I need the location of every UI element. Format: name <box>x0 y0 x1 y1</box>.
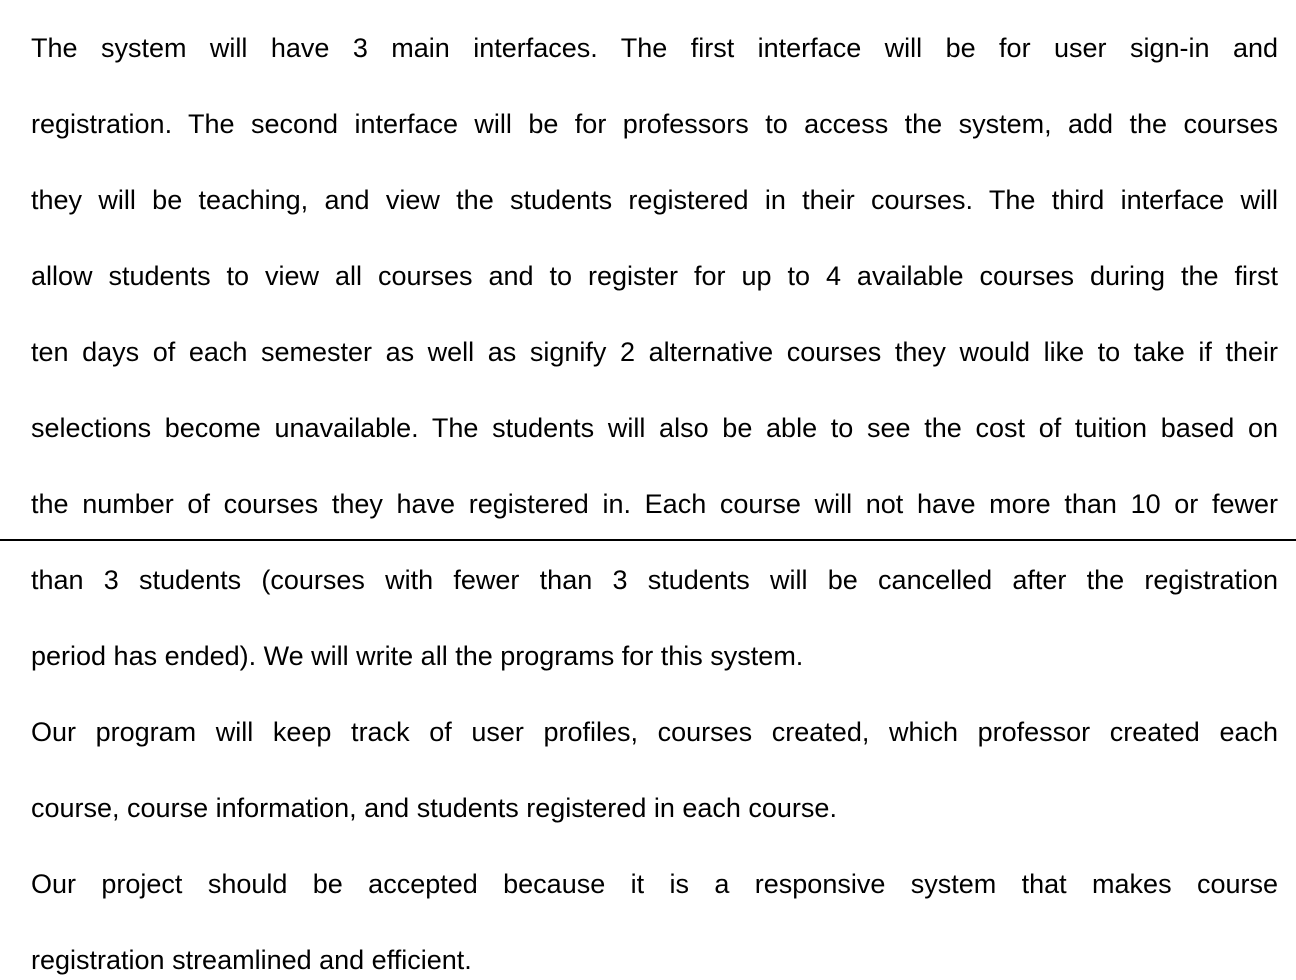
text-line: registration streamlined and efficient. <box>31 945 472 975</box>
text-line: registration. The second interface will be for professors to access the system, add the courses <box>31 109 1278 139</box>
text-line: ten days of each semester as well as signify 2 alternative courses they would like to take if their <box>31 337 1278 367</box>
text-line: The system will have 3 main interfaces. The first interface will be for user sign-in and <box>31 33 1278 63</box>
text-line: Our project should be accepted because it is a responsive system that makes course <box>31 869 1278 899</box>
text-line: period has ended). We will write all the programs for this system. <box>31 641 804 671</box>
text-line: they will be teaching, and view the students registered in their courses. The third interface will <box>31 185 1278 215</box>
text-line: course, course information, and students registered in each course. <box>31 793 837 823</box>
text-line: allow students to view all courses and to register for up to 4 available courses during the first <box>31 261 1278 291</box>
text-line: than 3 students (courses with fewer than 3 students will be cancelled after the registration <box>31 565 1278 595</box>
text-line: the number of courses they have registered in. Each course will not have more than 10 or fewer <box>31 489 1278 519</box>
text-line: selections become unavailable. The students will also be able to see the cost of tuition based on <box>31 413 1278 443</box>
text-line: Our program will keep track of user profiles, courses created, which professor created each <box>31 717 1278 747</box>
page-divider <box>0 539 1296 541</box>
